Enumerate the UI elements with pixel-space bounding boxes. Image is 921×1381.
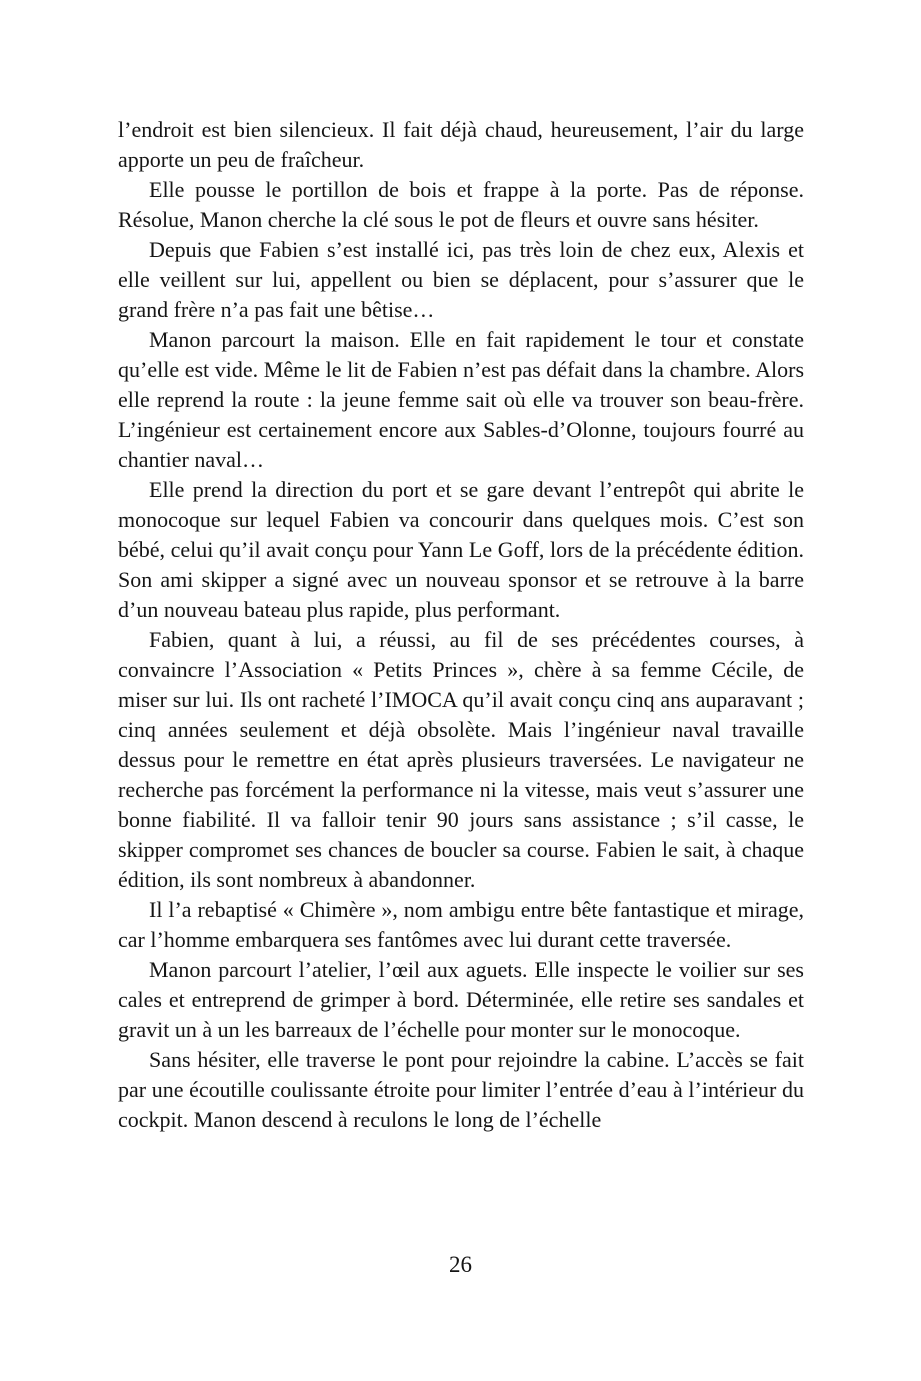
paragraph-5: Elle prend la direction du port et se gare devant l’entrepôt qui abrite le monocoque sur lequel Fabien va concourir dans quelques mois. C’est son bébé, celui qu’il avait conçu pour Yann Le Goff, lors de la précédente édition. Son ami skipper a signé avec un nouveau sponsor et se retrouve à la barre d’un nouveau bateau plus rapide, plus performant. [118,477,804,622]
paragraph-2: Elle pousse le portillon de bois et frappe à la porte. Pas de réponse. Résolue, Manon cherche la clé sous le pot de fleurs et ouvre sans hésiter. [118,177,804,232]
paragraph-1: l’endroit est bien silencieux. Il fait déjà chaud, heureusement, l’air du large apporte un peu de fraîcheur. [118,117,804,172]
paragraph-3: Depuis que Fabien s’est installé ici, pas très loin de chez eux, Alexis et elle veillent sur lui, appellent ou bien se déplacent, pour s’assurer que le grand frère n’a pas fait une bêtise… [118,237,804,322]
page-number: 26 [449,1252,472,1277]
paragraph-9: Sans hésiter, elle traverse le pont pour rejoindre la cabine. L’accès se fait par une écoutille coulissante étroite pour limiter l’entrée d’eau à l’intérieur du cockpit. Manon descend à reculons le long de l’échelle [118,1047,804,1132]
paragraph-7: Il l’a rebaptisé « Chimère », nom ambigu entre bête fantastique et mirage, car l’homme embarquera ses fantômes avec lui durant cette traversée. [118,897,804,952]
paragraph-4: Manon parcourt la maison. Elle en fait rapidement le tour et constate qu’elle est vide. Même le lit de Fabien n’est pas défait dans la chambre. Alors elle reprend la route : la jeune femme sait où elle va trouver son beau-frère. L’ingénieur est certainement encore aux Sables-d’Olonne, toujours fourré au chantier naval… [118,327,804,472]
paragraph-6: Fabien, quant à lui, a réussi, au fil de ses précédentes courses, à convaincre l’Association « Petits Princes », chère à sa femme Cécile, de miser sur lui. Ils ont racheté l’IMOCA qu’il avait conçu cinq ans auparavant ; cinq années seulement et déjà obsolète. Mais l’ingénieur naval travaille dessus pour le remettre en état après plusieurs traversées. Le navigateur ne recherche pas forcément la performance ni la vitesse, mais veut s’assurer une bonne fiabilité. Il va falloir tenir 90 jours sans assistance ; s’il casse, le skipper compromet ses chances de boucler sa course. Fabien le sait, à chaque édition, ils sont nombreux à abandonner. [118,627,804,892]
paragraph-8: Manon parcourt l’atelier, l’œil aux aguets. Elle inspecte le voilier sur ses cales et entreprend de grimper à bord. Déterminée, elle retire ses sandales et gravit un à un les barreaux de l’échelle pour monter sur le monocoque. [118,957,804,1042]
body-text [118,115,804,1135]
